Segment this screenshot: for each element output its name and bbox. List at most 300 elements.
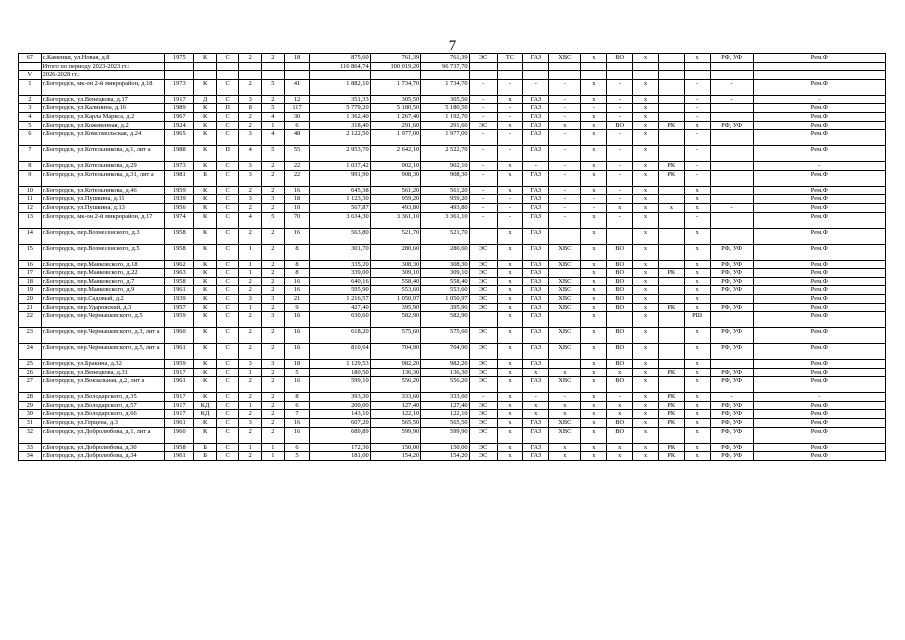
table-row (19, 162, 886, 171)
heating-cell (497, 71, 523, 80)
row-number: 4 (19, 112, 42, 121)
floors-cell: 2 (239, 203, 262, 212)
residential-area-cell: 493,80 (421, 203, 469, 212)
hot-water-cell: х (581, 79, 607, 95)
gas-cell: ГАЗ (523, 328, 549, 344)
sewage-cell: х (607, 443, 633, 452)
fund-cell: РФ, УФ (710, 401, 753, 410)
lift-cell (658, 79, 684, 95)
address-cell: г.Богородск, пер.Маяковского, д.22 (41, 269, 165, 278)
fund-cell: - (710, 393, 753, 402)
gas-cell: ГАЗ (523, 312, 549, 328)
table-row (19, 71, 886, 80)
fund-mode-cell: - (753, 95, 885, 104)
extra-cell: - (684, 146, 710, 162)
entrances-cell: 2 (262, 303, 285, 312)
roof-cell: х (633, 303, 659, 312)
sewage-cell: - (607, 95, 633, 104)
wall-material-cell: К (194, 344, 217, 360)
cold-water-cell: ХВС (549, 286, 581, 295)
floors-cell: 2 (239, 286, 262, 295)
roof-cell: х (633, 419, 659, 428)
extra-cell: х (684, 203, 710, 212)
electricity-cell: ЭС (469, 269, 497, 278)
table-row (19, 228, 886, 244)
floors-cell: 2 (239, 186, 262, 195)
extra-cell: х (684, 294, 710, 303)
type-cell: С (216, 186, 239, 195)
heating-cell: х (497, 443, 523, 452)
floors-cell: 3 (239, 162, 262, 171)
heating-cell (497, 62, 523, 71)
row-number: 67 (19, 54, 42, 63)
gas-cell: ГАЗ (523, 277, 549, 286)
extra-cell: х (684, 186, 710, 195)
cold-water-cell: - (549, 195, 581, 204)
roof-cell: х (633, 294, 659, 303)
extra-cell: х (684, 393, 710, 402)
type-cell: С (216, 95, 239, 104)
sewage-cell: - (607, 112, 633, 121)
residential-area-cell: 599,90 (421, 427, 469, 443)
living-area-cell: 599,90 (370, 427, 421, 443)
total-area-cell: 1 129,53 (310, 360, 370, 369)
type-cell: С (216, 393, 239, 402)
type-cell: С (216, 443, 239, 452)
cold-water-cell: ХВС (549, 244, 581, 260)
lift-cell (658, 130, 684, 146)
residential-area-cell: 127,40 (421, 401, 469, 410)
wall-material-cell: К (194, 146, 217, 162)
heating-cell: ТС (497, 54, 523, 63)
hot-water-cell: х (581, 186, 607, 195)
lift-cell (658, 54, 684, 63)
total-area-cell: 3 634,30 (310, 212, 370, 228)
sewage-cell: х (607, 452, 633, 461)
electricity-cell: ЭС (469, 368, 497, 377)
type-cell: С (216, 377, 239, 393)
roof-cell: х (633, 228, 659, 244)
fund-cell: РФ, УФ (710, 419, 753, 428)
heating-cell: - (497, 212, 523, 228)
roof-cell: х (633, 443, 659, 452)
cold-water-cell (549, 62, 581, 71)
gas-cell: - (523, 162, 549, 171)
type-cell: П (216, 146, 239, 162)
electricity-cell: ЭС (469, 401, 497, 410)
flats-cell: 55 (284, 146, 310, 162)
residential-area-cell: 556,20 (421, 377, 469, 393)
address-cell: г.Богородск, ул.Котельникова, д.29 (41, 162, 165, 171)
fund-cell: РФ, УФ (710, 443, 753, 452)
year-cell: 1963 (165, 269, 194, 278)
roof-cell: х (633, 368, 659, 377)
entrances-cell: 3 (262, 312, 285, 328)
heating-cell: х (497, 260, 523, 269)
residential-area-cell: 582,90 (421, 312, 469, 328)
heating-cell: х (497, 95, 523, 104)
hot-water-cell: х (581, 95, 607, 104)
lift-cell: РК (658, 410, 684, 419)
wall-material-cell: К (194, 186, 217, 195)
roof-cell: х (633, 186, 659, 195)
sewage-cell: х (607, 401, 633, 410)
fund-mode-cell: Рем.Ф (753, 344, 885, 360)
sewage-cell: ВО (607, 360, 633, 369)
table-row (19, 244, 886, 260)
entrances-cell: 2 (262, 344, 285, 360)
fund-cell: - (710, 203, 753, 212)
extra-cell (684, 62, 710, 71)
sewage-cell: х (607, 368, 633, 377)
hot-water-cell: - (581, 195, 607, 204)
wall-material-cell: К (194, 286, 217, 295)
gas-cell: ГАЗ (523, 303, 549, 312)
living-area-cell: 521,70 (370, 228, 421, 244)
sewage-cell: ВО (607, 277, 633, 286)
hot-water-cell: х (581, 401, 607, 410)
floors-cell: 3 (239, 170, 262, 186)
fund-mode-cell: Рем.Ф (753, 195, 885, 204)
electricity-cell: - (469, 162, 497, 171)
total-area-cell: 563,80 (310, 228, 370, 244)
floors-cell: 8 (239, 104, 262, 113)
wall-material-cell: К (194, 79, 217, 95)
entrances-cell: 5 (262, 104, 285, 113)
gas-cell: ГАЗ (523, 360, 549, 369)
wall-material-cell: Д (194, 95, 217, 104)
table-row (19, 410, 886, 419)
lift-cell (658, 228, 684, 244)
floors-cell: 1 (239, 443, 262, 452)
entrances-cell: 2 (262, 377, 285, 393)
address-cell: г.Богородск, ул.Венецкова, д.31 (41, 368, 165, 377)
flats-cell: 48 (284, 130, 310, 146)
flats-cell: 5 (284, 368, 310, 377)
heating-cell: х (497, 452, 523, 461)
electricity-cell: - (469, 130, 497, 146)
cold-water-cell: х (549, 410, 581, 419)
lift-cell (658, 195, 684, 204)
heating-cell: - (497, 112, 523, 121)
living-area-cell: 493,80 (370, 203, 421, 212)
year-cell: 1975 (165, 54, 194, 63)
hot-water-cell: х (581, 286, 607, 295)
total-area-cell: 351,33 (310, 95, 370, 104)
hot-water-cell: х (581, 368, 607, 377)
cold-water-cell: х (549, 452, 581, 461)
heating-cell: х (497, 244, 523, 260)
fund-mode-cell (753, 71, 885, 80)
address-cell: г.Богородск, пер.Ударовский, д.3 (41, 303, 165, 312)
extra-cell: - (684, 162, 710, 171)
row-number: 12 (19, 203, 42, 212)
living-area-cell: 150,00 (370, 443, 421, 452)
table-row (19, 377, 886, 393)
fund-mode-cell: Рем.Ф (753, 443, 885, 452)
living-area-cell: 582,90 (370, 312, 421, 328)
wall-material-cell: К (194, 203, 217, 212)
living-area-cell: 308,30 (370, 260, 421, 269)
address-cell: с.Каменки, ул.Новая, д.8 (41, 54, 165, 63)
hot-water-cell: х (581, 294, 607, 303)
hot-water-cell: - (581, 203, 607, 212)
address-cell: г.Богородск, ул.Калинина, д.16 (41, 104, 165, 113)
total-area-cell: 630,60 (310, 312, 370, 328)
floors-cell: 3 (239, 130, 262, 146)
total-area-cell: 335,20 (310, 260, 370, 269)
gas-cell: ГАЗ (523, 427, 549, 443)
hot-water-cell: х (581, 269, 607, 278)
fund-mode-cell: Рем.Ф (753, 54, 885, 63)
roof-cell: х (633, 95, 659, 104)
total-area-cell: 991,90 (310, 170, 370, 186)
flats-cell: 22 (284, 162, 310, 171)
total-area-cell: 1 882,10 (310, 79, 370, 95)
electricity-cell: ЭС (469, 54, 497, 63)
table-row (19, 212, 886, 228)
heating-cell: х (497, 269, 523, 278)
fund-mode-cell: Рем.Ф (753, 121, 885, 130)
roof-cell: х (633, 244, 659, 260)
year-cell: 1973 (165, 162, 194, 171)
extra-cell: х (684, 410, 710, 419)
extra-cell: х (684, 401, 710, 410)
address-cell: г.Богородск, ул.Володарского, д.35 (41, 393, 165, 402)
hot-water-cell: х (581, 303, 607, 312)
electricity-cell: - (469, 146, 497, 162)
entrances-cell: 2 (262, 368, 285, 377)
residential-area-cell: 333,60 (421, 393, 469, 402)
sewage-cell: - (607, 393, 633, 402)
row-number: 14 (19, 228, 42, 244)
flats-cell (284, 71, 310, 80)
roof-cell: х (633, 427, 659, 443)
lift-cell (658, 186, 684, 195)
table-row (19, 269, 886, 278)
gas-cell: - (523, 393, 549, 402)
gas-cell: ГАЗ (523, 443, 549, 452)
extra-cell: х (684, 377, 710, 393)
cold-water-cell (549, 269, 581, 278)
living-area-cell: 333,60 (370, 393, 421, 402)
heating-cell: - (497, 203, 523, 212)
row-number: 26 (19, 368, 42, 377)
address-cell: г.Богородск, мк-он 2-й микрорайон, д.18 (41, 79, 165, 95)
lift-cell (658, 328, 684, 344)
sewage-cell: ВО (607, 303, 633, 312)
roof-cell: х (633, 79, 659, 95)
year-cell: 1960 (165, 427, 194, 443)
extra-cell: х (684, 286, 710, 295)
table-row (19, 427, 886, 443)
type-cell: П (216, 104, 239, 113)
gas-cell: ГАЗ (523, 195, 549, 204)
type-cell: С (216, 269, 239, 278)
extra-cell: - (684, 170, 710, 186)
entrances-cell: 1 (262, 452, 285, 461)
floors-cell: 2 (239, 79, 262, 95)
type-cell: С (216, 312, 239, 328)
flats-cell: 117 (284, 104, 310, 113)
wall-material-cell: К (194, 121, 217, 130)
fund-cell (710, 195, 753, 204)
row-number: 9 (19, 170, 42, 186)
lift-cell: РК (658, 443, 684, 452)
living-area-cell: 305,50 (370, 95, 421, 104)
wall-material-cell: КД (194, 401, 217, 410)
residential-area-cell: 291,60 (421, 121, 469, 130)
extra-cell: х (684, 328, 710, 344)
sewage-cell: ВО (607, 269, 633, 278)
address-cell: г.Богородск, ул.Герцена, д.3 (41, 419, 165, 428)
cold-water-cell: - (549, 95, 581, 104)
total-area-cell: 318,40 (310, 121, 370, 130)
fund-mode-cell (753, 62, 885, 71)
floors-cell (239, 71, 262, 80)
extra-cell: х (684, 452, 710, 461)
residential-area-cell: 982,20 (421, 360, 469, 369)
entrances-cell: 5 (262, 212, 285, 228)
year-cell: 1981 (165, 170, 194, 186)
total-area-cell: 618,20 (310, 328, 370, 344)
flats-cell: 16 (284, 228, 310, 244)
wall-material-cell: К (194, 130, 217, 146)
fund-cell: РФ, УФ (710, 269, 753, 278)
total-area-cell: 393,30 (310, 393, 370, 402)
hot-water-cell: х (581, 419, 607, 428)
total-area-cell (310, 71, 370, 80)
sewage-cell: ВО (607, 294, 633, 303)
lift-cell (658, 427, 684, 443)
table-row (19, 294, 886, 303)
flats-cell: 16 (284, 277, 310, 286)
address-cell: г.Богородск, пер.Чернышевского, д.3, лит а (41, 328, 165, 344)
fund-mode-cell: Рем.Ф (753, 79, 885, 95)
roof-cell: х (633, 170, 659, 186)
heating-cell: х (497, 277, 523, 286)
electricity-cell (469, 71, 497, 80)
extra-cell: РШ (684, 312, 710, 328)
fund-mode-cell: Рем.Ф (753, 368, 885, 377)
year-cell: 1958 (165, 443, 194, 452)
lift-cell: РК (658, 452, 684, 461)
residential-area-cell: 154,20 (421, 452, 469, 461)
table-row (19, 260, 886, 269)
cold-water-cell: ХВС (549, 427, 581, 443)
year-cell: 1965 (165, 130, 194, 146)
extra-cell: - (684, 95, 710, 104)
type-cell: С (216, 170, 239, 186)
address-cell: г.Богородск, пер.Вознесенского, д.3 (41, 228, 165, 244)
floors-cell: 2 (239, 377, 262, 393)
roof-cell: х (633, 286, 659, 295)
lift-cell (658, 112, 684, 121)
roof-cell: х (633, 393, 659, 402)
gas-cell: ГАЗ (523, 121, 549, 130)
total-area-cell: 1 037,42 (310, 162, 370, 171)
fund-cell: - (710, 79, 753, 95)
electricity-cell: ЭС (469, 260, 497, 269)
heating-cell: х (497, 368, 523, 377)
table-row (19, 62, 886, 71)
sewage-cell: - (607, 104, 633, 113)
table-row (19, 419, 886, 428)
total-area-cell: 645,38 (310, 186, 370, 195)
housing-register-table (18, 53, 886, 461)
table-row (19, 54, 886, 63)
fund-cell: РФ, УФ (710, 427, 753, 443)
residential-area-cell: 5 180,50 (421, 104, 469, 113)
total-area-cell: 607,20 (310, 419, 370, 428)
flats-cell: 16 (284, 186, 310, 195)
address-cell: г.Богородск, ул.Вокзальная, д.2, лит а (41, 377, 165, 393)
wall-material-cell: К (194, 377, 217, 393)
roof-cell: х (633, 130, 659, 146)
fund-mode-cell: Рем.Ф (753, 244, 885, 260)
gas-cell: ГАЗ (523, 244, 549, 260)
fund-mode-cell: Рем.Ф (753, 130, 885, 146)
flats-cell: 21 (284, 294, 310, 303)
type-cell: С (216, 410, 239, 419)
gas-cell: ГАЗ (523, 203, 549, 212)
hot-water-cell: х (581, 228, 607, 244)
fund-cell (710, 71, 753, 80)
table-body (19, 54, 886, 461)
row-number: 13 (19, 212, 42, 228)
row-number: 8 (19, 162, 42, 171)
type-cell: С (216, 368, 239, 377)
row-number (19, 62, 42, 71)
electricity-cell (469, 62, 497, 71)
residential-area-cell: 902,10 (421, 162, 469, 171)
entrances-cell (262, 71, 285, 80)
floors-cell: 2 (239, 228, 262, 244)
address-cell: г.Богородск, ул.Бракина, д.32 (41, 360, 165, 369)
heating-cell: х (497, 401, 523, 410)
cold-water-cell: х (549, 443, 581, 452)
lift-cell (658, 146, 684, 162)
wall-material-cell: Б (194, 443, 217, 452)
type-cell: С (216, 360, 239, 369)
flats-cell: 10 (284, 203, 310, 212)
fund-mode-cell: Рем.Ф (753, 303, 885, 312)
wall-material-cell: К (194, 294, 217, 303)
fund-mode-cell: Рем.Ф (753, 410, 885, 419)
floors-cell: 1 (239, 303, 262, 312)
type-cell: С (216, 121, 239, 130)
sewage-cell: ВО (607, 244, 633, 260)
fund-cell: РФ, УФ (710, 277, 753, 286)
address-cell: г.Богородск, ул.Пушкина, д.13 (41, 203, 165, 212)
year-cell: 1957 (165, 303, 194, 312)
wall-material-cell: КД (194, 410, 217, 419)
roof-cell: х (633, 121, 659, 130)
roof-cell: х (633, 377, 659, 393)
heating-cell: х (497, 328, 523, 344)
cold-water-cell: ХВС (549, 54, 581, 63)
living-area-cell: 1 267,40 (370, 112, 421, 121)
sewage-cell: - (607, 130, 633, 146)
cold-water-cell: х (549, 121, 581, 130)
floors-cell: 2 (239, 427, 262, 443)
roof-cell: х (633, 401, 659, 410)
extra-cell: - (684, 212, 710, 228)
cold-water-cell (549, 228, 581, 244)
table-row (19, 170, 886, 186)
lift-cell (658, 260, 684, 269)
year-cell: 1961 (165, 286, 194, 295)
